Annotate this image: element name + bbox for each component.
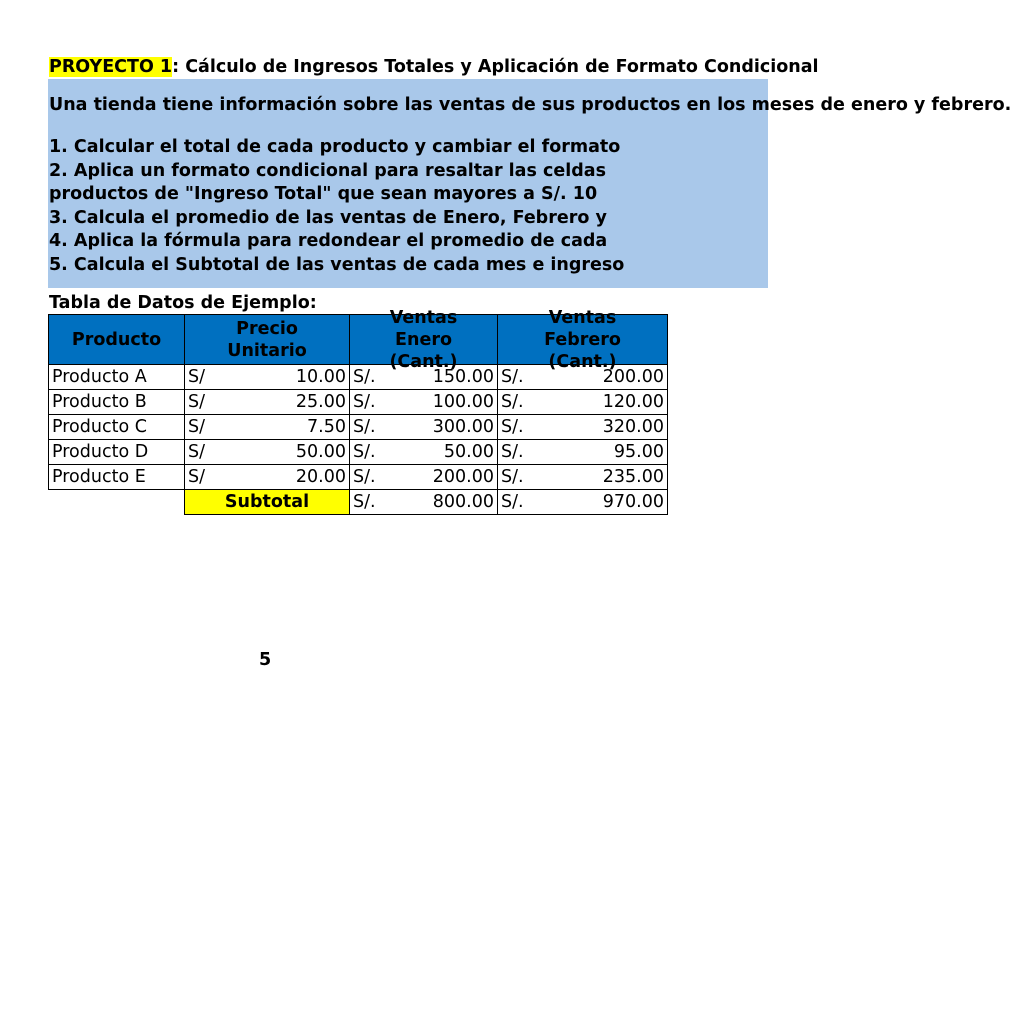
amount: 970.00 [602, 492, 664, 512]
header-precio-unitario[interactable]: Precio Unitario [185, 315, 350, 365]
currency-symbol: S/. [353, 367, 376, 387]
table-row [49, 415, 668, 440]
currency-symbol: S/. [501, 367, 524, 387]
subtotal-label[interactable]: Subtotal [185, 490, 350, 515]
amount: 320.00 [602, 417, 664, 437]
currency-symbol: S/. [501, 492, 524, 512]
amount: 95.00 [613, 442, 664, 462]
amount: 10.00 [295, 367, 346, 387]
cell-precio[interactable] [185, 365, 350, 390]
amount: 200.00 [602, 367, 664, 387]
cell-febrero[interactable] [498, 440, 668, 465]
table-row [49, 440, 668, 465]
currency-symbol: S/. [501, 392, 524, 412]
intro-text-container [49, 93, 1011, 117]
cell-enero[interactable] [350, 465, 498, 490]
step-line: 5. Calcula el Subtotal de las ventas de cada mes e ingreso [49, 254, 625, 275]
cell-producto[interactable]: Producto D [49, 440, 185, 465]
currency-symbol: S/. [353, 417, 376, 437]
step-line: 3. Calcula el promedio de las ventas de Enero, Febrero y [49, 207, 607, 228]
sales-table [48, 307, 668, 515]
amount: 50.00 [443, 442, 494, 462]
currency-symbol: S/ [188, 417, 206, 437]
subtotal-row [49, 490, 668, 515]
header-ventas-febrero[interactable]: Ventas Febrero (Cant.) [498, 315, 668, 365]
page-number: 5 [259, 650, 272, 670]
cell-febrero[interactable] [498, 415, 668, 440]
project-title-rest: : Cálculo de Ingresos Totales y Aplicación de Formato Condicional [172, 57, 819, 77]
instruction-steps [49, 136, 669, 278]
empty-cell [49, 490, 185, 515]
cell-producto[interactable]: Producto E [49, 465, 185, 490]
amount: 800.00 [432, 492, 494, 512]
table-row [49, 465, 668, 490]
header-ventas-enero[interactable]: Ventas Enero (Cant.) [350, 315, 498, 365]
currency-symbol: S/ [188, 392, 206, 412]
currency-symbol: S/. [353, 392, 376, 412]
currency-symbol: S/. [501, 442, 524, 462]
cell-enero[interactable] [350, 440, 498, 465]
step-line: productos de "Ingreso Total" que sean mayores a S/. 10 [49, 184, 598, 205]
intro-text: Una tienda tiene información sobre las ventas de sus productos en los meses de enero y febrero. [49, 95, 1011, 115]
cell-febrero[interactable] [498, 465, 668, 490]
amount: 200.00 [432, 467, 494, 487]
table-title: Tabla de Datos de Ejemplo: [49, 293, 317, 313]
currency-symbol: S/. [353, 467, 376, 487]
amount: 50.00 [295, 442, 346, 462]
cell-febrero[interactable] [498, 390, 668, 415]
currency-symbol: S/ [188, 467, 206, 487]
project-title-highlight: PROYECTO 1 [49, 57, 173, 77]
cell-producto[interactable]: Producto B [49, 390, 185, 415]
step-line: 2. Aplica un formato condicional para resaltar las celdas [49, 160, 606, 181]
cell-precio[interactable] [185, 465, 350, 490]
currency-symbol: S/. [353, 492, 376, 512]
table-row [49, 390, 668, 415]
amount: 300.00 [432, 417, 494, 437]
amount: 150.00 [432, 367, 494, 387]
amount: 7.50 [307, 417, 346, 437]
amount: 25.00 [295, 392, 346, 412]
currency-symbol: S/ [188, 367, 206, 387]
amount: 120.00 [602, 392, 664, 412]
step-line: 1. Calcular el total de cada producto y cambiar el formato [49, 137, 621, 157]
cell-enero[interactable] [350, 415, 498, 440]
currency-symbol: S/. [353, 442, 376, 462]
cell-enero[interactable] [350, 390, 498, 415]
cell-precio[interactable] [185, 390, 350, 415]
amount: 235.00 [602, 467, 664, 487]
cell-precio[interactable] [185, 440, 350, 465]
cell-subtotal-febrero[interactable] [498, 490, 668, 515]
table-header-row [49, 315, 668, 365]
header-producto[interactable]: Producto [49, 315, 185, 365]
step-line: 4. Aplica la fórmula para redondear el promedio de cada [49, 231, 608, 252]
cell-precio[interactable] [185, 415, 350, 440]
cell-producto[interactable]: Producto A [49, 365, 185, 390]
currency-symbol: S/ [188, 442, 206, 462]
currency-symbol: S/. [501, 467, 524, 487]
amount: 100.00 [432, 392, 494, 412]
cell-subtotal-enero[interactable] [350, 490, 498, 515]
project-title [49, 54, 819, 80]
amount: 20.00 [295, 467, 346, 487]
currency-symbol: S/. [501, 417, 524, 437]
cell-producto[interactable]: Producto C [49, 415, 185, 440]
